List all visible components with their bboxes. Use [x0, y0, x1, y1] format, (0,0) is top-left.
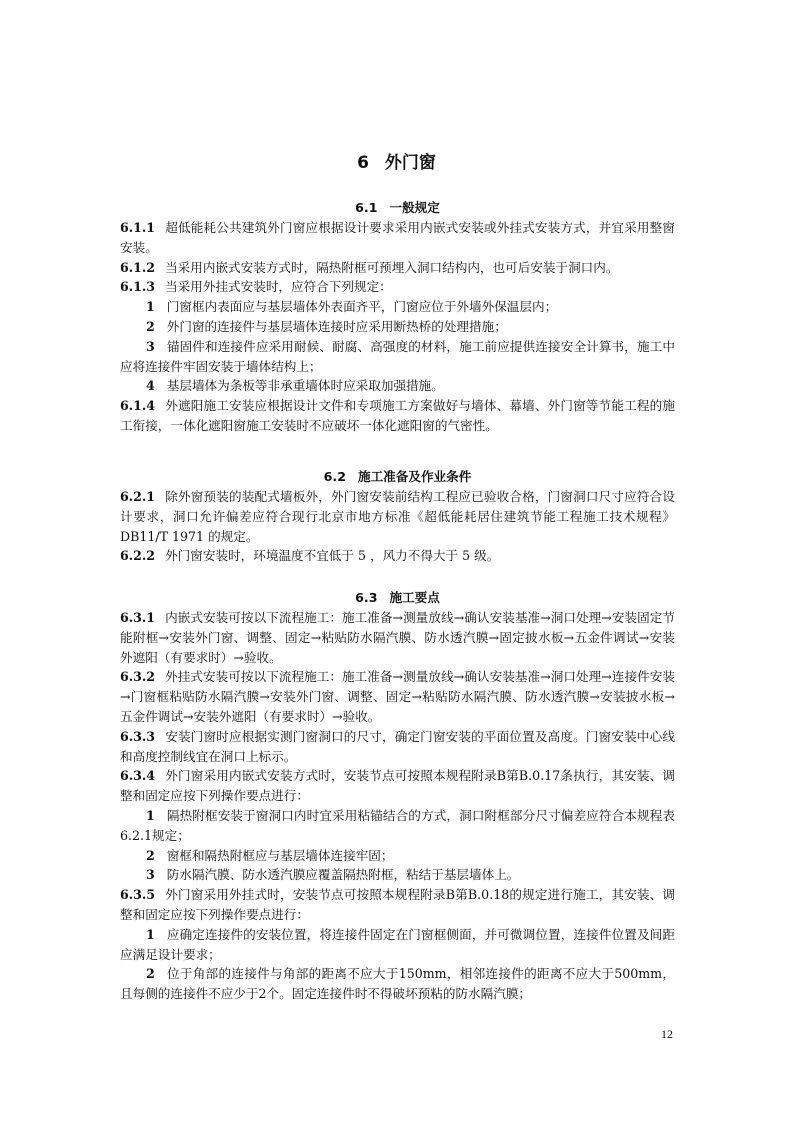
- clause-number: 6.2.2: [120, 548, 156, 564]
- list-item: [120, 846, 675, 866]
- section-heading: [120, 588, 675, 608]
- item-number: 1: [146, 926, 155, 942]
- clause: [120, 487, 675, 546]
- clause: [120, 396, 675, 436]
- clause-text: 除外窗预装的装配式墙板外，外门窗安装前结构工程应已验收合格，门窗洞口尺寸应符合设计要求，洞口允许偏差应符合现行北京市地方标准《超低能耗居住建筑节能工程施工技术规程》DB11/T 1971 的规定。: [120, 489, 675, 544]
- clause-number: 6.1.1: [120, 220, 156, 235]
- section-title: 一般规定: [389, 200, 440, 215]
- section-title: 施工要点: [389, 590, 440, 605]
- section-title: 施工准备及作业条件: [357, 469, 472, 484]
- clause-number: 6.2.1: [120, 489, 156, 504]
- list-item: [120, 376, 675, 396]
- page-number: 12: [661, 1027, 673, 1041]
- clause-text: 当采用外挂式安装时，应符合下列规定：: [165, 279, 392, 295]
- item-number: 3: [146, 867, 155, 883]
- chapter-number: 6: [357, 153, 369, 173]
- clause: [120, 546, 675, 566]
- list-item: [120, 806, 675, 846]
- clause-number: 6.1.2: [120, 259, 156, 275]
- clause: [120, 766, 675, 806]
- item-text: 防水隔汽膜、防水透汽膜应覆盖隔热附框，粘结于基层墙体上。: [166, 867, 520, 883]
- clause-text: 安装门窗时应根据实测门窗洞口的尺寸，确定门窗安装的平面位置及高度。门窗安装中心线和高度控制线宜在洞口上标示。: [120, 728, 675, 764]
- clause-text: 当采用内嵌式安装方式时，隔热附框可预埋入洞口结构内，也可后安装于洞口内。: [165, 259, 619, 275]
- list-item: [120, 337, 675, 377]
- item-text: 窗框和隔热附框应与基层墙体连接牢固；: [166, 847, 394, 863]
- section-number: 6.1: [355, 200, 378, 215]
- item-text: 锚固件和连接件应采用耐候、耐腐、高强度的材料，施工前应提供连接安全计算书，施工中应将连接件牢固安装于墙体结构上；: [120, 338, 675, 374]
- item-number: 4: [146, 378, 155, 394]
- section-number: 6.2: [323, 469, 346, 484]
- clause: [120, 277, 675, 297]
- clause: [120, 727, 675, 767]
- item-text: 外门窗的连接件与基层墙体连接时应采用断热桥的处理措施；: [166, 318, 507, 334]
- clause: [120, 218, 675, 258]
- list-item: [120, 297, 675, 317]
- clause-number: 6.3.4: [120, 768, 156, 784]
- item-number: 2: [146, 847, 155, 863]
- clause-text: 外门窗采用内嵌式安装方式时，安装节点可按照本规程附录B第B.0.17条执行，其安装、调整和固定应按下列操作要点进行：: [120, 768, 675, 804]
- item-text: 位于角部的连接件与角部的距离不应大于150mm，相邻连接件的距离不应大于500mm，且每侧的连接件不应少于2个。固定连接件时不得破坏预粘的防水隔汽膜；: [120, 966, 675, 1002]
- clause-text: 外门窗采用外挂式时，安装节点可按照本规程附录B第B.0.18的规定进行施工，其安装、调整和固定应按下列操作要点进行：: [120, 887, 675, 922]
- clause-number: 6.1.3: [120, 279, 156, 295]
- item-number: 2: [146, 318, 155, 334]
- clause-text: 外挂式安装可按以下流程施工：施工准备→测量放线→确认安装基准→洞口处理→连接件安装→门窗框粘贴防水隔汽膜→安装外门窗、调整、固定→粘贴防水隔汽膜、防水透汽膜→安装披水板→五金件调试→安装外遮阳（有要求时）→验收。: [120, 669, 675, 724]
- clause-text: 外遮阳施工安装应根据设计文件和专项施工方案做好与墙体、幕墙、外门窗等节能工程的施工衔接，一体化遮阳窗施工安装时不应破坏一体化遮阳窗的气密性。: [120, 398, 675, 433]
- clause-number: 6.3.5: [120, 887, 156, 903]
- chapter-title-text: 外门窗: [384, 153, 436, 173]
- list-item: [120, 317, 675, 337]
- list-item: [120, 964, 675, 1004]
- clause: [120, 258, 675, 278]
- item-text: 门窗框内表面应与基层墙体外表面齐平，门窗应位于外墙外保温层内；: [166, 299, 558, 315]
- clause-number: 6.1.4: [120, 398, 156, 414]
- item-text: 基层墙体为条板等非承重墙体时应采取加强措施。: [166, 378, 444, 394]
- list-item: [120, 865, 675, 885]
- item-number: 1: [146, 299, 155, 315]
- clause-text: 内嵌式安装可按以下流程施工：施工准备→测量放线→确认安装基准→洞口处理→安装固定节能附框→安装外门窗、调整、固定→粘贴防水隔汽膜、防水透汽膜→固定披水板→五金件调试→安装外遮阳（有要求时）→验收。: [120, 610, 675, 665]
- clause-number: 6.3.3: [120, 728, 156, 744]
- item-number: 3: [146, 338, 155, 354]
- section-number: 6.3: [355, 590, 378, 605]
- item-text: 应确定连接件的安装位置，将连接件固定在门窗框侧面，并可微调位置，连接件位置及间距应满足设计要求；: [120, 926, 675, 962]
- clause: [120, 667, 675, 726]
- section-6-2: [120, 467, 675, 566]
- clause: [120, 885, 675, 925]
- clause-number: 6.3.1: [120, 610, 156, 625]
- clause-number: 6.3.2: [120, 669, 156, 685]
- item-number: 1: [146, 807, 155, 823]
- section-6-3: [120, 588, 675, 1004]
- item-text: 隔热附框安装于窗洞口内时宜采用粘锚结合的方式，洞口附框部分尺寸偏差应符合本规程表6.2.1规定；: [120, 807, 675, 843]
- chapter-title: [0, 148, 793, 173]
- section-6-1: [120, 198, 675, 436]
- section-heading: [120, 198, 675, 218]
- clause: [120, 608, 675, 667]
- section-heading: [120, 467, 675, 487]
- list-item: [120, 925, 675, 965]
- clause-text: 外门窗安装时，环境温度不宜低于 5 ，风力不得大于 5 级。: [165, 548, 500, 564]
- clause-text: 超低能耗公共建筑外门窗应根据设计要求采用内嵌式安装或外挂式安装方式，并宜采用整窗安装。: [120, 220, 675, 255]
- item-number: 2: [146, 966, 155, 982]
